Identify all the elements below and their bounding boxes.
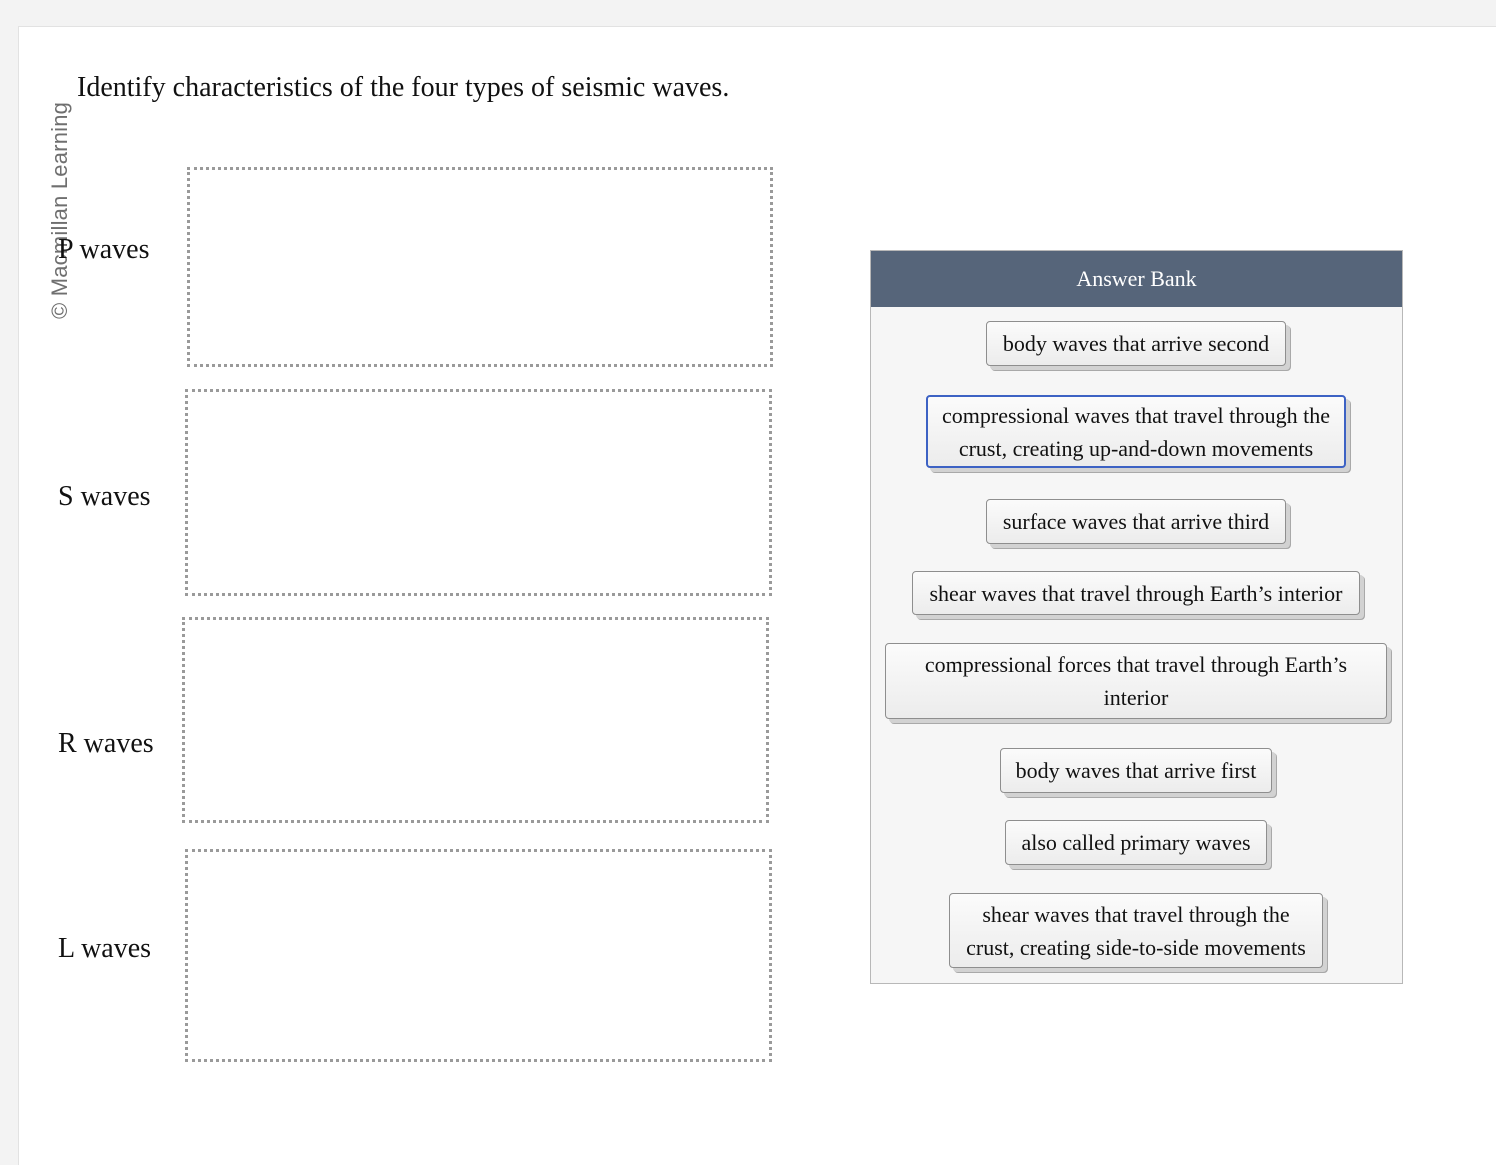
dropzone-s-waves[interactable]	[185, 389, 772, 596]
answer-chip[interactable]: surface waves that arrive third	[986, 499, 1286, 544]
term-label-p-waves: P waves	[58, 234, 150, 265]
answer-chip[interactable]: body waves that arrive first	[1000, 748, 1272, 793]
term-label-r-waves: R waves	[58, 728, 154, 759]
answer-chip[interactable]: compressional forces that travel through Earth’s interior	[885, 643, 1387, 719]
question-prompt: Identify characteristics of the four types of seismic waves.	[77, 72, 730, 103]
term-label-l-waves: L waves	[58, 933, 152, 964]
answer-chip[interactable]: compressional waves that travel through the crust, creating up-and-down movements	[926, 395, 1346, 468]
answer-bank-title: Answer Bank	[871, 251, 1402, 307]
dropzone-l-waves[interactable]	[185, 849, 772, 1062]
dropzone-p-waves[interactable]	[187, 167, 773, 367]
answer-chip[interactable]: body waves that arrive second	[986, 321, 1286, 366]
copyright-watermark: © Macmillan Learning	[47, 101, 72, 319]
answer-chip[interactable]: shear waves that travel through the crust, creating side-to-side movements	[949, 893, 1323, 968]
answer-chip[interactable]: also called primary waves	[1005, 820, 1267, 865]
dropzone-r-waves[interactable]	[182, 617, 769, 823]
answer-chip[interactable]: shear waves that travel through Earth’s interior	[912, 571, 1360, 615]
term-label-s-waves: S waves	[58, 481, 151, 512]
